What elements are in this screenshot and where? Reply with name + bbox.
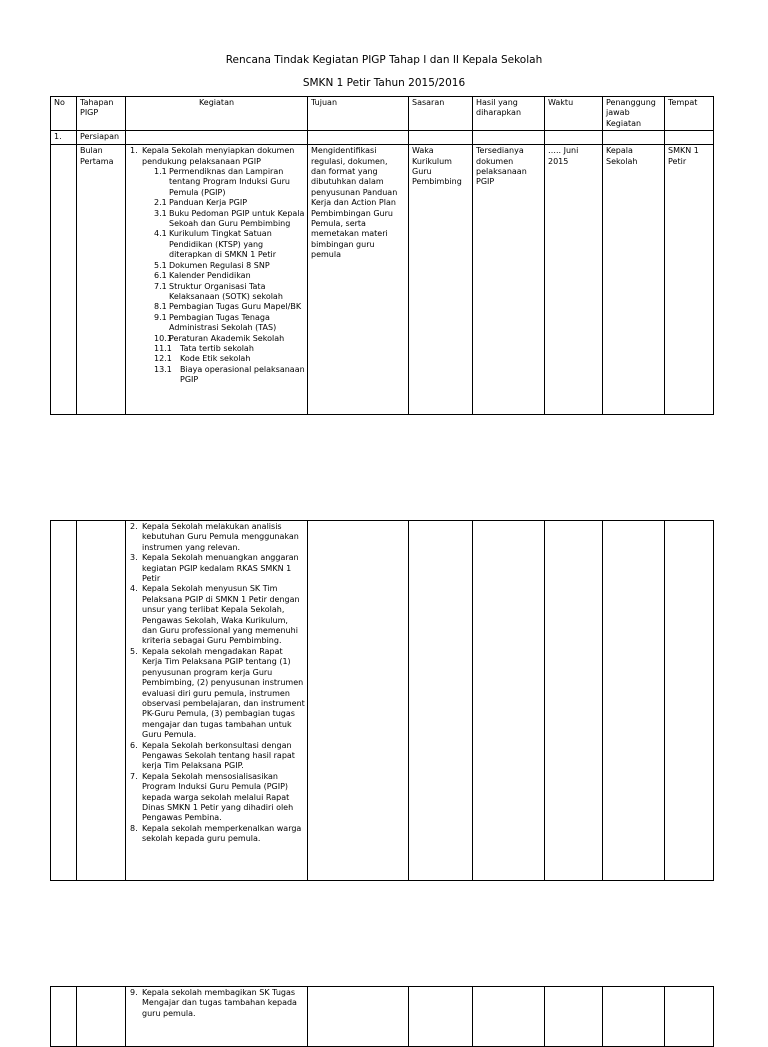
kegiatan-cell [126, 987, 308, 1047]
activity-number: 3. [130, 553, 138, 563]
plan-table-page-1 [50, 96, 714, 415]
activity-text: Kepala sekolah memperkenalkan warga sekolah kepada guru pemula. [142, 823, 302, 844]
activity-number: 6.1 [154, 271, 167, 281]
activity-item [130, 584, 305, 646]
activity-item [130, 167, 305, 198]
activity-text: Kepala sekolah mengadakan Rapat Kerja Tim Pelaksana PGIP tentang (1) penyusunan program kerja Guru Pembimbing, (2) penyusunan instrumen evaluasi diri guru pemula, instrumen observasi pembelajaran, dan instrument PK-Guru Pemula, (3) pembagian tugas mengajar dan tugas tambahan untuk Guru Pemula. [142, 646, 305, 740]
activity-text: Kepala sekolah membagikan SK Tugas Mengajar dan tugas tambahan kepada guru pemula. [142, 988, 297, 1018]
activity-text: Dokumen Regulasi 8 SNP [169, 260, 270, 270]
activity-text: Kode Etik sekolah [180, 354, 251, 364]
header-tujuan: Tujuan [308, 97, 409, 131]
activity-number: 2. [130, 522, 138, 531]
activity-item [130, 522, 305, 553]
penanggung-cell: Kepala Sekolah [603, 145, 665, 415]
activity-number: 9. [130, 988, 138, 997]
activity-text: Biaya operasional pelaksanaan PGIP [180, 364, 305, 385]
activity-item [130, 988, 305, 1019]
header-penanggung: Penanggung jawab Kegiatan [603, 97, 665, 131]
activity-number: 1. [130, 146, 138, 156]
section-name: Persiapan [77, 131, 126, 145]
activity-item [130, 741, 305, 772]
activity-item [130, 313, 305, 334]
activity-number: 11.1 [154, 343, 172, 353]
activity-text: Peraturan Akademik Sekolah [169, 333, 285, 343]
activity-number: 12.1 [154, 354, 172, 364]
header-sasaran: Sasaran [409, 97, 473, 131]
activity-text: Kepala Sekolah mensosialisasikan Program Induksi Guru Pemula (PGIP) kepada warga sekolah melalui Rapat Dinas SMKN 1 Petir yang dihadiri oleh Pengawas Pembina. [142, 771, 294, 823]
tahapan-cell: Bulan Pertama [77, 145, 126, 415]
activity-number: 7. [130, 771, 138, 781]
activity-item [130, 271, 305, 281]
activity-list [130, 988, 305, 1019]
hasil-cell: Tersedianya dokumen pelaksanaan PGIP [473, 145, 545, 415]
plan-table-page-3 [50, 986, 714, 1047]
activity-item [130, 354, 305, 364]
activity-list [130, 146, 305, 385]
activity-number: 5.1 [154, 260, 167, 270]
activity-item [130, 365, 305, 386]
activity-text: Kepala Sekolah berkonsultasi dengan Pengawas Sekolah tentang hasil rapat kerja Tim Pelaksana PGIP. [142, 740, 295, 771]
activity-item [130, 553, 305, 584]
activity-text: Kepala Sekolah menyusun SK Tim Pelaksana PGIP di SMKN 1 Petir dengan unsur yang terlibat Kepala Sekolah, Pengawas Sekolah, Waka Kurikulum, dan Guru professional yang memenuhi kriteria sebagai Guru Pembimbing. [142, 584, 300, 646]
tempat-cell: SMKN 1 Petir [665, 145, 714, 415]
header-tempat: Tempat [665, 97, 714, 131]
activity-item [130, 334, 305, 344]
tujuan-cell: Mengidentifikasi regulasi, dokumen, dan format yang dibutuhkan dalam penyusunan Panduan Kerja dan Action Plan Pembimbingan Guru Pemula, serta memetakan materi bimbingan guru pemula [308, 145, 409, 415]
activity-row [51, 987, 714, 1047]
activity-item [130, 302, 305, 312]
activity-item [130, 282, 305, 303]
activity-text: Permendiknas dan Lampiran tentang Program Induksi Guru Pemula (PGIP) [169, 167, 290, 197]
activity-item [130, 824, 305, 845]
activity-row [51, 145, 714, 415]
activity-text: Struktur Organisasi Tata Kelaksanaan (SOTK) sekolah [169, 281, 283, 301]
activity-item [130, 647, 305, 741]
activity-number: 1.1 [154, 167, 167, 177]
activity-number: 8.1 [154, 302, 167, 312]
activity-item [130, 772, 305, 824]
document-title: Rencana Tindak Kegiatan PIGP Tahap I dan II Kepala Sekolah [225, 54, 543, 66]
section-number: 1. [51, 131, 77, 145]
activity-text: Tata tertib sekolah [180, 343, 254, 353]
activity-text: Kalender Pendidikan [169, 271, 251, 281]
activity-text: Pembagian Tugas Tenaga Administrasi Sekolah (TAS) [169, 312, 277, 333]
activity-item [130, 261, 305, 271]
activity-row [51, 521, 714, 881]
activity-item [130, 209, 305, 230]
kegiatan-cell [126, 521, 308, 881]
activity-number: 2.1 [154, 198, 167, 208]
activity-text: Kepala Sekolah menyiapkan dokumen pendukung pelaksanaan PGIP [142, 146, 295, 166]
activity-item [130, 229, 305, 260]
activity-list [130, 522, 305, 845]
activity-text: Pembagian Tugas Guru Mapel/BK [169, 302, 302, 312]
activity-number: 7.1 [154, 281, 167, 291]
activity-number: 10.1 [154, 333, 172, 343]
plan-table-page-2 [50, 520, 714, 881]
kegiatan-cell [126, 145, 308, 415]
header-kegiatan: Kegiatan [126, 97, 308, 131]
activity-item [130, 344, 305, 354]
activity-text: Panduan Kerja PGIP [169, 198, 248, 208]
header-hasil: Hasil yang diharapkan [473, 97, 545, 131]
activity-number: 9.1 [154, 312, 167, 322]
activity-text: Buku Pedoman PGIP untuk Kepala Sekoah dan Guru Pembimbing [169, 208, 305, 229]
header-row [51, 97, 714, 131]
header-tahapan: Tahapan PIGP [77, 97, 126, 131]
activity-number: 8. [130, 823, 138, 833]
header-waktu: Waktu [545, 97, 603, 131]
activity-number: 6. [130, 740, 138, 750]
activity-text: Kurikulum Tingkat Satuan Pendidikan (KTSP) yang diterapkan di SMKN 1 Petir [169, 229, 276, 260]
activity-item [130, 146, 305, 167]
sasaran-cell: Waka Kurikulum Guru Pembimbing [409, 145, 473, 415]
activity-number: 4.1 [154, 229, 167, 239]
activity-number: 5. [130, 646, 138, 656]
document-subtitle: SMKN 1 Petir Tahun 2015/2016 [302, 77, 466, 89]
waktu-cell: ….. Juni 2015 [545, 145, 603, 415]
activity-item [130, 198, 305, 208]
section-row [51, 131, 714, 145]
activity-number: 4. [130, 584, 138, 594]
activity-text: Kepala Sekolah melakukan analisis kebutuhan Guru Pemula menggunakan instrumen yang relevan. [142, 522, 299, 552]
activity-number: 13.1 [154, 364, 172, 374]
activity-number: 3.1 [154, 208, 167, 218]
header-no: No [51, 97, 77, 131]
activity-text: Kepala Sekolah menuangkan anggaran kegiatan PGIP kedalam RKAS SMKN 1 Petir [142, 553, 299, 584]
